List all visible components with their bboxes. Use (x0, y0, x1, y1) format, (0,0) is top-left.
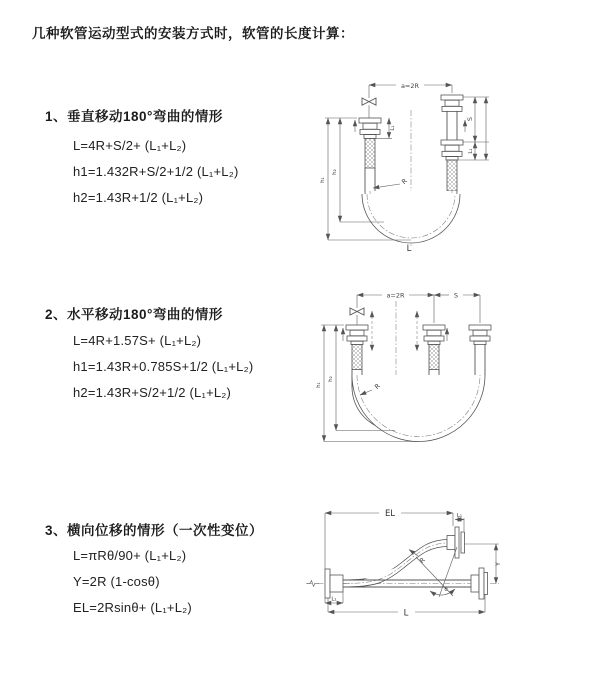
span-dimension (369, 82, 452, 93)
section-1-heading: 1、垂直移动180°弯曲的情形 (45, 109, 223, 124)
span-label: a=2R (400, 81, 420, 90)
radius-label: R (400, 176, 409, 186)
centerline-break-symbol (307, 581, 319, 587)
fitting-left-label: L₁ (390, 125, 396, 131)
effective-length-label: EL (384, 509, 396, 520)
span-label: a=2R (386, 291, 405, 300)
section-1-formula-h2: h2=1.43R+1/2 (L₁+L₂) (73, 190, 204, 205)
flange-fitting-top (447, 527, 465, 558)
fitting-left-label: L₁ (331, 596, 337, 603)
braided-hose-section (447, 160, 457, 191)
hose-fitting-right (469, 325, 491, 345)
radius-label: R (418, 555, 427, 565)
section-2-formula-h1: h1=1.43R+0.785S+1/2 (L₁+L₂) (73, 359, 254, 374)
hose-fitting-middle (423, 325, 445, 370)
hose-fitting-upper (441, 95, 463, 111)
section-2-formula-l: L=4R+1.57S+ (L₁+L₂) (73, 333, 202, 348)
page-title: 几种软管运动型式的安装方式时，软管的长度计算： (32, 26, 354, 41)
section-1-formula-h1: h1=1.432R+S/2+1/2 (L₁+L₂) (73, 164, 239, 179)
valve-icon (362, 85, 376, 118)
valve-icon (350, 295, 364, 325)
height1-label: h₁ (320, 177, 326, 183)
braided-hose-section (352, 345, 362, 370)
height2-label: h₂ (332, 169, 338, 175)
section-3-heading: 3、横向位移的情形（一次性变位） (45, 523, 264, 538)
hose-fitting-lower (441, 140, 463, 191)
stroke-label: S (453, 291, 459, 300)
fitting-right-label: L₁ (468, 148, 474, 154)
section-3-formula-el: EL=2Rsinθ+ (L₁+L₂) (73, 600, 192, 615)
angle-label: θ (444, 587, 448, 593)
length-label: L (406, 244, 412, 254)
stroke-dimension (458, 97, 489, 160)
stroke-label: S (466, 116, 474, 122)
braided-hose-section (365, 138, 375, 168)
length-dimension (328, 595, 485, 619)
section-1-formula-l: L=4R+S/2+ (L₁+L₂) (73, 138, 187, 153)
section-2-heading: 2、水平移动180°弯曲的情形 (45, 307, 223, 322)
flange-fitting-right (471, 568, 488, 599)
effective-length-dimension (325, 509, 453, 569)
section-3-formula-y: Y=2R (1-cosθ) (73, 574, 160, 589)
offset-label: Y (494, 562, 502, 566)
hose-fitting (359, 118, 381, 168)
horizontal-180-bend-diagram (310, 283, 500, 451)
section-2-formula-h2: h2=1.43R+S/2+1/2 (L₁+L₂) (73, 385, 232, 400)
radius-label: R (373, 381, 382, 391)
fitting-top-label: L₁ (456, 513, 463, 519)
radius-callout (373, 177, 409, 188)
lateral-displacement-diagram (303, 500, 508, 628)
hose-u-bend (362, 191, 460, 243)
span-dimension (357, 292, 480, 323)
section-3-formula-l: L=πRθ/90+ (L₁+L₂) (73, 548, 187, 563)
offset-dimension (494, 544, 502, 584)
vertical-180-bend-diagram (312, 70, 497, 255)
hose-fitting-left (346, 325, 368, 370)
height1-label: h₁ (316, 382, 322, 388)
length-label: L (403, 608, 409, 619)
braided-hose-section (429, 345, 439, 370)
height2-label: h₂ (328, 376, 334, 382)
flange-fitting-left (325, 569, 343, 598)
